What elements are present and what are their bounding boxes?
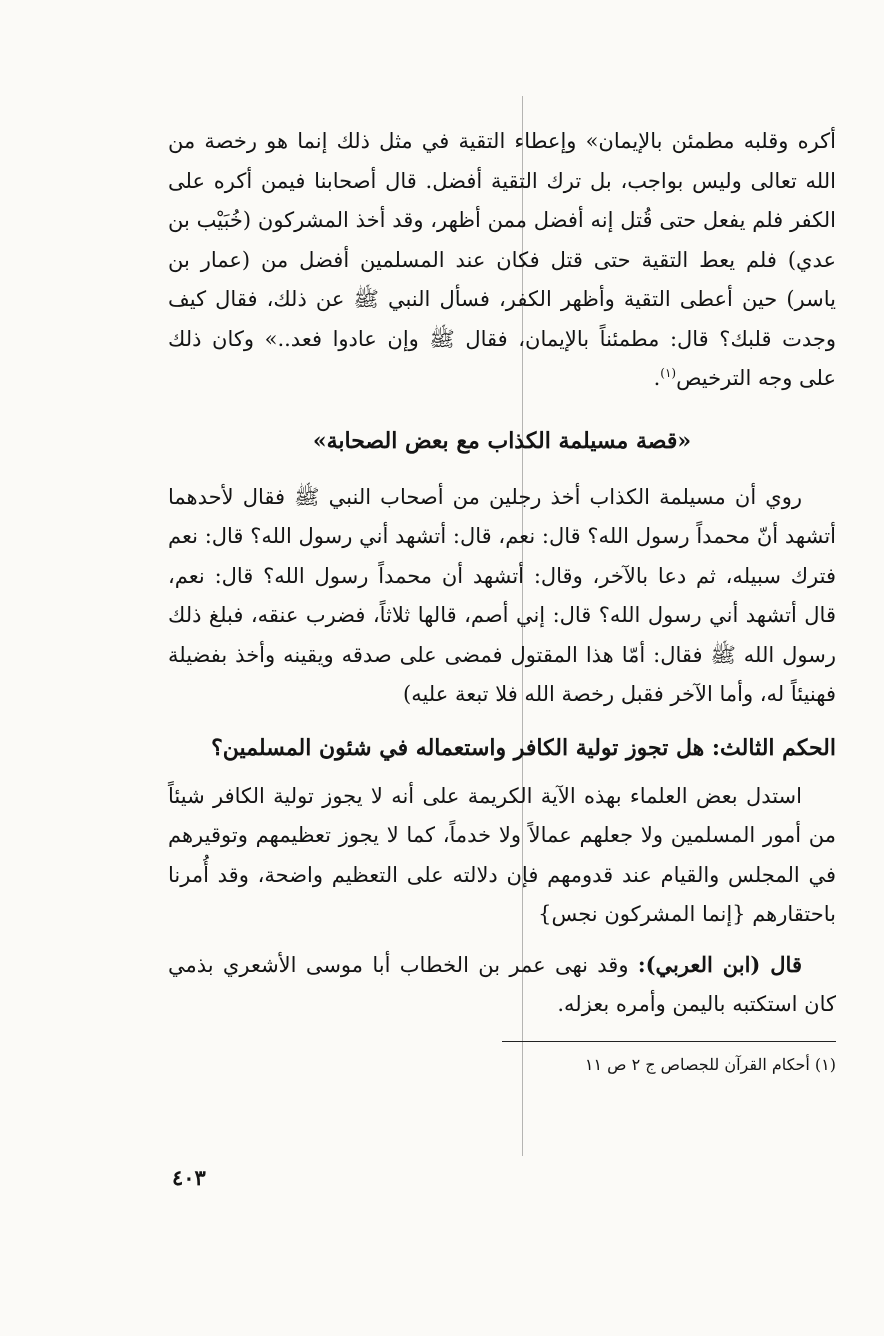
text-line: (عمار بن ياسر) حين أعطى التقية وأظهر الكفر، فسأل النبي ﷺ عن ذلك، [168, 247, 836, 311]
text-line: وكان ذلك على وجه الترخيص [168, 326, 836, 390]
text-line: أتشهد أنّ محمداً رسول الله؟ قال: نعم، قال: أتشهد أني رسول الله؟ قال: [204, 524, 836, 548]
text-line: استدل بعض العلماء بهذه الآية الكريمة على أنه لا يجوز تولية الكافر شيئاً [168, 783, 802, 808]
text-line: نعم فترك سبيله، ثم دعا بالآخر، وقال: أتشهد أن محمداً رسول الله؟ قال: [168, 524, 836, 588]
section-title: «قصة مسيلمة الكذاب مع بعض الصحابة» [312, 427, 692, 454]
text-line: وقد أُمرنا باحتقارهم {إنما المشركون نجس} [168, 862, 836, 926]
text-line: وقد نهى عمر بن الخطاب أبا موسى الأشعري بذمي [168, 952, 638, 977]
quote-lead: قال (ابن العربي): [637, 951, 802, 977]
footnote-divider [502, 1041, 836, 1042]
paragraph-ibn-al-arabi [168, 945, 836, 1025]
section-heading: الحكم الثالث: هل تجوز تولية الكافر واستعماله في شئون المسلمين؟ [211, 734, 836, 761]
paragraph-musaylima-story [168, 478, 836, 715]
text-line: كان استكتبه باليمن وأمره بعزله. [557, 992, 836, 1016]
text-line: روي أن مسيلمة الكذاب أخذ رجلين من أصحاب النبي ﷺ فقال لأحدهما [168, 484, 802, 509]
sentence-period: . [653, 366, 661, 390]
page-number: ٤٠٣ [172, 1165, 206, 1190]
text-line: أكره وقلبه مطمئن بالإيمان» وإعطاء التقية في مثل ذلك إنما هو رخصة من [168, 129, 836, 153]
text-line: وأخذ بفضيلة فهنيئاً له، وأما الآخر فقبل رخصة الله فلا تبعة عليه) [168, 642, 836, 706]
text-line: وتوقيرهم في المجلس والقيام عند قدومهم فإن دلالته على التعظيم واضحة، [168, 823, 836, 887]
text-line: نعم، قال أتشهد أني رسول الله؟ قال: إني أصم، قالها ثلاثاً، فضرب عنقه، [168, 563, 836, 627]
text-line: من أمور المسلمين ولا جعلهم عمالاً ولا خدماً، كما لا يجوز تعظيمهم [255, 823, 836, 847]
footnote-marker: (١) [660, 366, 677, 380]
book-page [168, 122, 836, 1077]
text-line: فبلغ ذلك رسول الله ﷺ فقال: أمّا هذا المقتول فمضى على صدقه ويقينه [168, 603, 836, 667]
text-line: (خُبَيْب بن عدي) فلم يعط التقية حتى قتل فكان عند المسلمين أفضل من [168, 208, 837, 272]
text-line: على الكفر فلم يفعل حتى قُتل إنه أفضل ممن أظهر، وقد أخذ المشركون [168, 168, 837, 232]
text-line: الله تعالى وليس بواجب، بل ترك التقية أفضل. قال أصحابنا فيمن أكره [213, 168, 836, 193]
paragraph-ruling-three [168, 777, 836, 935]
paragraph-taqiyya-ruling [168, 122, 836, 399]
text-line: فقال كيف وجدت قلبك؟ قال: مطمئناً بالإيمان، فقال ﷺ وإن عادوا فعد..» [168, 287, 836, 351]
footnote: (١) أحكام القرآن للجصاص ج ٢ ص ١١ [584, 1054, 836, 1074]
